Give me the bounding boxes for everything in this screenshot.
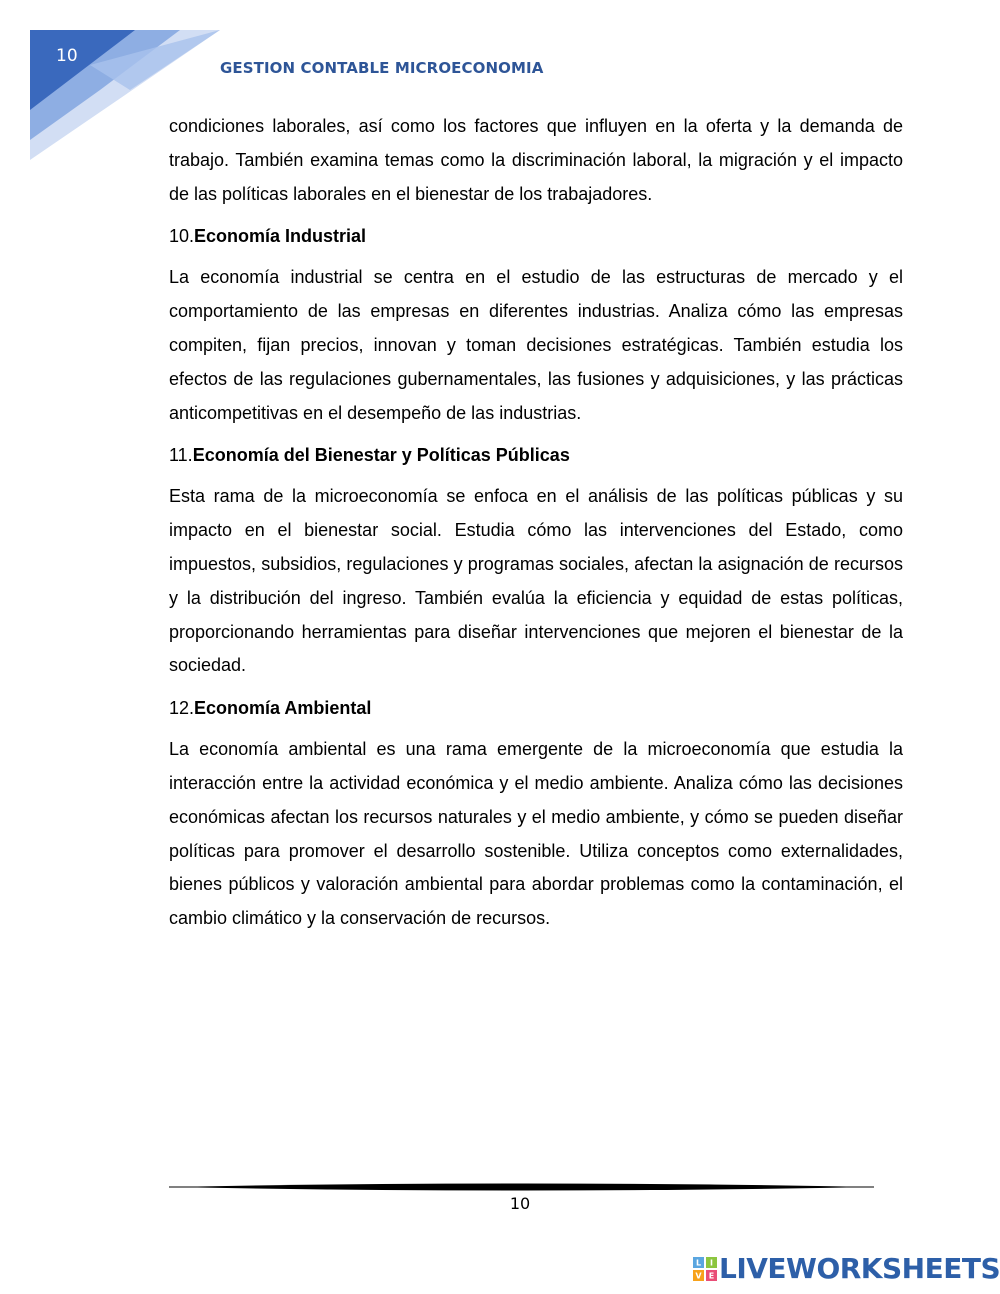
footer-page-number: 10: [509, 1194, 531, 1213]
svg-text:E: E: [708, 1271, 715, 1280]
document-body: [169, 110, 903, 936]
section-heading-12: [169, 695, 903, 721]
header-title: GESTION CONTABLE MICROECONOMIA: [220, 59, 544, 77]
section-number: 10.: [169, 226, 195, 247]
section-paragraph-11: Esta rama de la microeconomía se enfoca en el análisis de las políticas públicas y su impacto en el bienestar social. Estudia cómo las intervenciones del Estado, como impuestos, subsidios, regulaciones y programas sociales, afectan la asignación de recursos y la distribución del ingreso. También evalúa la eficiencia y equidad de estas políticas, proporcionando herramientas para diseñar intervenciones que mejoren el bienestar de la sociedad.: [169, 486, 903, 676]
section-number: 12.: [169, 698, 195, 719]
section-heading-10: [169, 223, 903, 249]
section-title: Economía Ambiental: [194, 698, 372, 719]
watermark-text: LIVEWORKSHEETS: [719, 1252, 1000, 1285]
footer-divider: [169, 1181, 874, 1193]
section-title: Economía Industrial: [194, 226, 367, 247]
liveworksheets-watermark: [693, 1252, 1000, 1285]
section-heading-11: [169, 442, 903, 468]
svg-text:V: V: [695, 1271, 702, 1280]
svg-text:I: I: [710, 1258, 713, 1267]
liveworksheets-logo-icon: [693, 1257, 717, 1281]
section-paragraph-12: La economía ambiental es una rama emergente de la microeconomía que estudia la interacción entre la actividad económica y el medio ambiente. Analiza cómo las decisiones económicas afectan los recursos naturales y el medio ambiente, y cómo se pueden diseñar políticas para promover el desarrollo sostenible. Utiliza conceptos como externalidades, bienes públicos y valoración ambiental para abordar problemas como la contaminación, el cambio climático y la conservación de recursos.: [169, 739, 903, 929]
section-title: Economía del Bienestar y Políticas Públicas: [192, 445, 570, 466]
intro-paragraph: condiciones laborales, así como los factores que influyen en la oferta y la demanda de trabajo. También examina temas como la discriminación laboral, la migración y el impacto de las políticas laborales en el bienestar de los trabajadores.: [169, 116, 903, 204]
section-paragraph-10: La economía industrial se centra en el estudio de las estructuras de mercado y el comportamiento de las empresas en diferentes industrias. Analiza cómo las empresas compiten, fijan precios, innovan y toman decisiones estratégicas. También estudia los efectos de las regulaciones gubernamentales, las fusiones y adquisiciones, y las prácticas anticompetitivas en el desempeño de las industrias.: [169, 267, 903, 423]
header-page-number: 10: [56, 46, 78, 66]
svg-text:L: L: [695, 1258, 702, 1267]
section-number: 11.: [169, 445, 193, 466]
